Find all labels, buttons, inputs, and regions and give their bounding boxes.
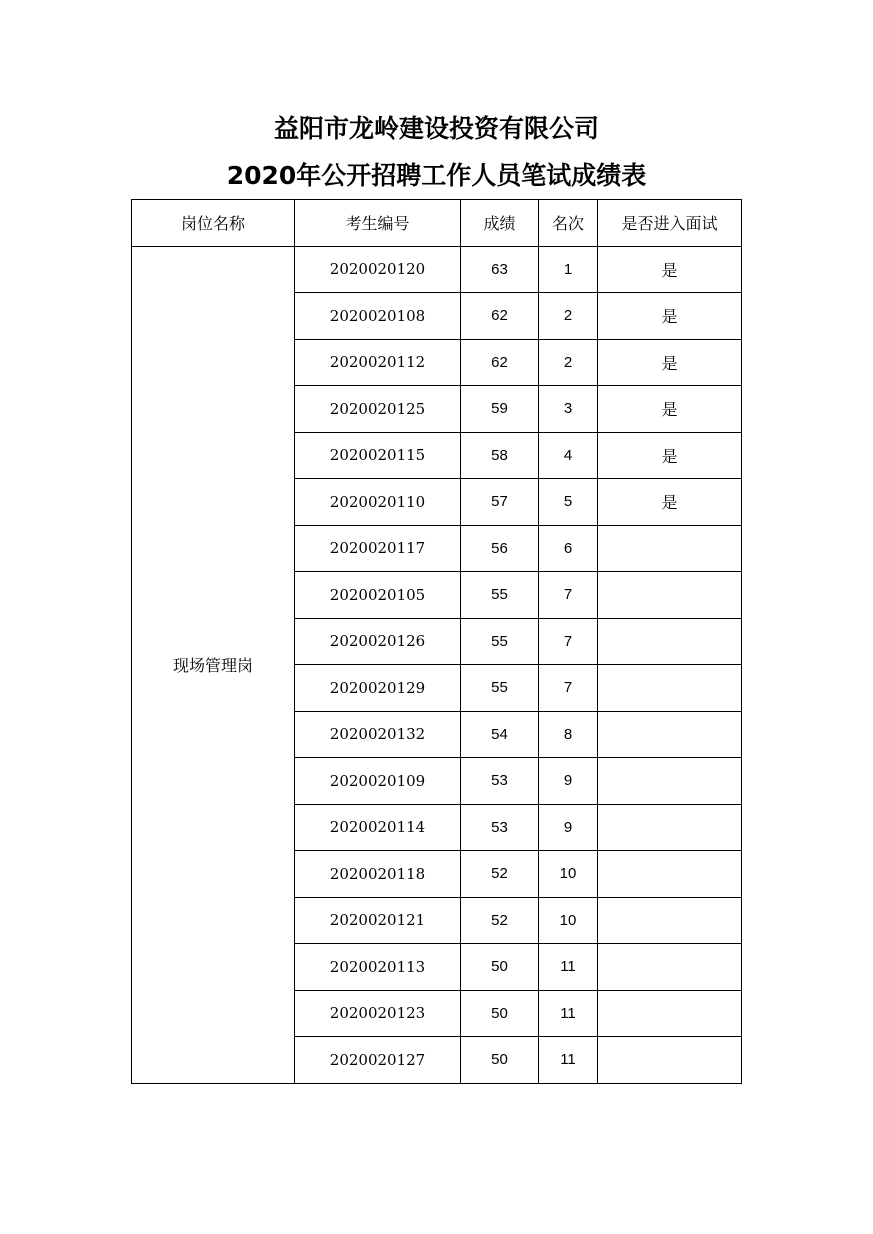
candidate-id-cell: 2020020127 xyxy=(295,1037,461,1084)
document-title: 益阳市龙岭建设投资有限公司 xyxy=(273,114,599,143)
interview-cell xyxy=(598,897,742,944)
candidate-id-cell: 2020020118 xyxy=(295,851,461,898)
score-cell: 50 xyxy=(461,944,539,991)
header-rank: 名次 xyxy=(539,200,598,247)
interview-cell xyxy=(598,1037,742,1084)
candidate-id-cell: 2020020110 xyxy=(295,479,461,526)
header-interview: 是否进入面试 xyxy=(598,200,742,247)
rank-cell: 11 xyxy=(539,1037,598,1084)
score-cell: 53 xyxy=(461,758,539,805)
score-cell: 57 xyxy=(461,479,539,526)
rank-cell: 8 xyxy=(539,711,598,758)
candidate-id-cell: 2020020132 xyxy=(295,711,461,758)
rank-cell: 10 xyxy=(539,897,598,944)
interview-cell: 是 xyxy=(598,246,742,293)
rank-cell: 6 xyxy=(539,525,598,572)
candidate-id-cell: 2020020115 xyxy=(295,432,461,479)
candidate-id-cell: 2020020109 xyxy=(295,758,461,805)
candidate-id-cell: 2020020112 xyxy=(295,339,461,386)
interview-cell: 是 xyxy=(598,479,742,526)
candidate-id-cell: 2020020108 xyxy=(295,293,461,340)
header-score: 成绩 xyxy=(461,200,539,247)
score-cell: 62 xyxy=(461,339,539,386)
interview-cell: 是 xyxy=(598,432,742,479)
score-cell: 52 xyxy=(461,897,539,944)
score-cell: 50 xyxy=(461,990,539,1037)
rank-cell: 7 xyxy=(539,572,598,619)
interview-cell xyxy=(598,665,742,712)
interview-cell xyxy=(598,804,742,851)
candidate-id-cell: 2020020113 xyxy=(295,944,461,991)
interview-cell xyxy=(598,711,742,758)
rank-cell: 5 xyxy=(539,479,598,526)
candidate-id-cell: 2020020125 xyxy=(295,386,461,433)
rank-cell: 4 xyxy=(539,432,598,479)
interview-cell xyxy=(598,758,742,805)
interview-cell xyxy=(598,572,742,619)
rank-cell: 7 xyxy=(539,618,598,665)
rank-cell: 1 xyxy=(539,246,598,293)
candidate-id-cell: 2020020105 xyxy=(295,572,461,619)
score-cell: 63 xyxy=(461,246,539,293)
rank-cell: 11 xyxy=(539,944,598,991)
header-position: 岗位名称 xyxy=(132,200,295,247)
position-name-cell: 现场管理岗 xyxy=(132,246,295,1083)
candidate-id-cell: 2020020120 xyxy=(295,246,461,293)
rank-cell: 7 xyxy=(539,665,598,712)
rank-cell: 9 xyxy=(539,804,598,851)
score-cell: 53 xyxy=(461,804,539,851)
interview-cell: 是 xyxy=(598,339,742,386)
score-cell: 55 xyxy=(461,665,539,712)
interview-cell: 是 xyxy=(598,386,742,433)
header-candidate-id: 考生编号 xyxy=(295,200,461,247)
score-cell: 50 xyxy=(461,1037,539,1084)
interview-cell: 是 xyxy=(598,293,742,340)
rank-cell: 10 xyxy=(539,851,598,898)
score-cell: 62 xyxy=(461,293,539,340)
candidate-id-cell: 2020020114 xyxy=(295,804,461,851)
score-cell: 59 xyxy=(461,386,539,433)
score-cell: 58 xyxy=(461,432,539,479)
candidate-id-cell: 2020020129 xyxy=(295,665,461,712)
interview-cell xyxy=(598,618,742,665)
candidate-id-cell: 2020020126 xyxy=(295,618,461,665)
score-cell: 55 xyxy=(461,618,539,665)
interview-cell xyxy=(598,944,742,991)
interview-cell xyxy=(598,990,742,1037)
score-cell: 56 xyxy=(461,525,539,572)
document-subtitle: 2020年公开招聘工作人员笔试成绩表 xyxy=(226,161,647,190)
score-cell: 55 xyxy=(461,572,539,619)
score-cell: 54 xyxy=(461,711,539,758)
rank-cell: 3 xyxy=(539,386,598,433)
table-body xyxy=(132,246,742,1083)
interview-cell xyxy=(598,525,742,572)
interview-cell xyxy=(598,851,742,898)
rank-cell: 2 xyxy=(539,293,598,340)
candidate-id-cell: 2020020121 xyxy=(295,897,461,944)
candidate-id-cell: 2020020117 xyxy=(295,525,461,572)
score-table xyxy=(131,199,742,1084)
rank-cell: 11 xyxy=(539,990,598,1037)
rank-cell: 2 xyxy=(539,339,598,386)
rank-cell: 9 xyxy=(539,758,598,805)
score-cell: 52 xyxy=(461,851,539,898)
candidate-id-cell: 2020020123 xyxy=(295,990,461,1037)
table-row xyxy=(132,246,742,293)
table-header-row xyxy=(132,200,742,247)
